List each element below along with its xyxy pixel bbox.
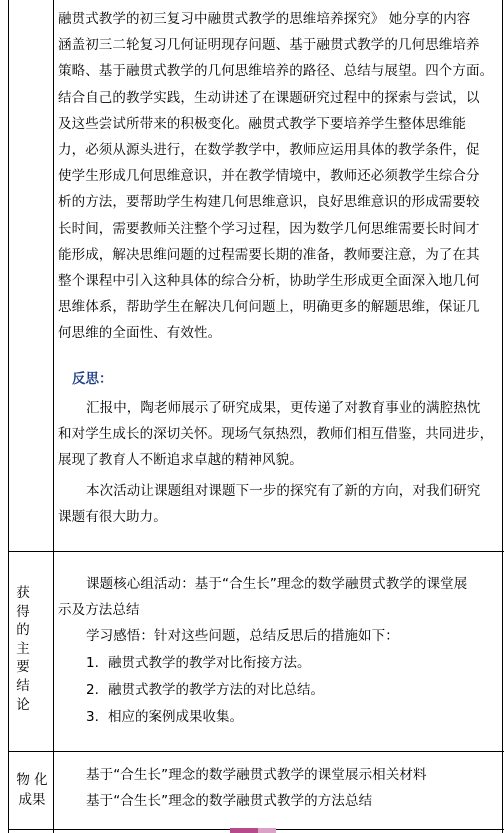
label-char: 结 [16,677,30,694]
body-line: 融贯式教学的初三复习中融贯式教学的思维培养探究》 她分享的内容 [58,11,471,27]
body-line: 力，必须从源头进行，在数学教学中，教师应运用具体的教学条件，促 [58,142,480,159]
table-right-border [502,0,503,833]
result-line: 基于“合生长”理念的数学融贯式教学的课堂展示相关材料 [86,767,427,783]
list-text: 融贯式教学的教学方法的对比总结。 [108,681,324,698]
list-item [86,704,498,731]
body-line: 思维体系，帮助学生在解决几何问题上，明确更多的解题思维，保证几 [58,299,480,316]
body-line: 析的方法，要帮助学生构建几何思维意识，良好思维意识的形成需要较 [58,194,480,211]
conclusions-body [58,571,498,731]
section1-body [58,6,498,347]
table-left-border [8,0,9,833]
label-char: 得 [16,603,30,620]
body-line: 结合自己的教学实践，生动讲述了在课题研究过程中的探索与尝试，以 [58,89,480,106]
row-divider-1 [8,551,504,552]
activity-line: 课题核心组活动：基于“合生长”理念的数学融贯式教学的课堂展 [86,576,468,592]
label-char: 论 [16,696,30,713]
reflection-heading: 反思： [72,371,113,387]
results-label-line: 成果 [18,792,46,808]
label-char: 获 [16,585,30,601]
page-footer-decoration [258,828,276,833]
body-line: 能形成，解决思维问题的过程需要长期的准备，教师要注意，为了在其 [58,246,480,263]
body-line: 涵盖初三二轮复习几何证明现存问题、基于融贯式教学的几何思维培养 [58,37,480,54]
result-line: 基于“合生长”理念的数学融贯式教学的方法总结 [86,793,373,810]
reflection-line: 展现了教育人不断追求卓越的精神风貌。 [58,452,303,469]
body-line: 长时间，需要教师关注整个学习过程，因为数学几何思维需要长时间才 [58,220,480,237]
row-divider-2 [8,751,504,752]
table-column-divider [53,0,54,833]
list-number: 2. [86,681,99,698]
reflection-paragraph-2 [58,478,498,530]
body-line: 整个课程中引入这种具体的综合分析，协助学生形成更全面深入地几何 [58,273,480,290]
body-line: 及这些尝试所带来的积极变化。融贯式教学下要培养学生整体思维能 [58,115,466,132]
list-number: 3. [86,708,99,725]
reflection-line: 课题有很大助力。 [58,509,167,526]
label-char: 主 [16,640,30,657]
activity-line: 示及方法总结 [58,602,140,619]
label-char: 的 [16,622,30,639]
body-line: 使学生形成几何思维意识，并在教学情境中，教师还必须教学生综合分 [58,168,480,185]
list-item [86,650,498,677]
reflection-line: 汇报中，陶老师展示了研究成果，更传递了对教育事业的满腔热忱 [86,400,481,416]
conclusions-label [14,584,32,714]
results-label [12,770,52,810]
insight-line: 学习感悟：针对这些问题，总结反思后的措施如下： [86,628,399,645]
results-body [58,762,498,814]
list-number: 1. [86,654,99,671]
body-line: 策略、基于融贯式教学的几何思维培养的路径、总结与展望。四个方面。 [58,63,494,80]
list-text: 相应的案例成果收集。 [108,708,243,725]
label-char: 要 [16,659,30,676]
results-label-line: 物 化 [16,772,48,788]
reflection-paragraph-1 [58,395,498,474]
list-item [86,677,498,704]
list-text: 融贯式教学的教学对比衔接方法。 [108,654,311,671]
body-line: 何思维的全面性、有效性。 [58,325,222,342]
reflection-line: 本次活动让课题组对课题下一步的探究有了新的方向，对我们研究 [86,483,481,499]
reflection-line: 和对学生成长的深切关怀。现场气氛热烈，教师们相互借鉴，共同进步， [58,426,494,443]
conclusions-list [58,650,498,731]
